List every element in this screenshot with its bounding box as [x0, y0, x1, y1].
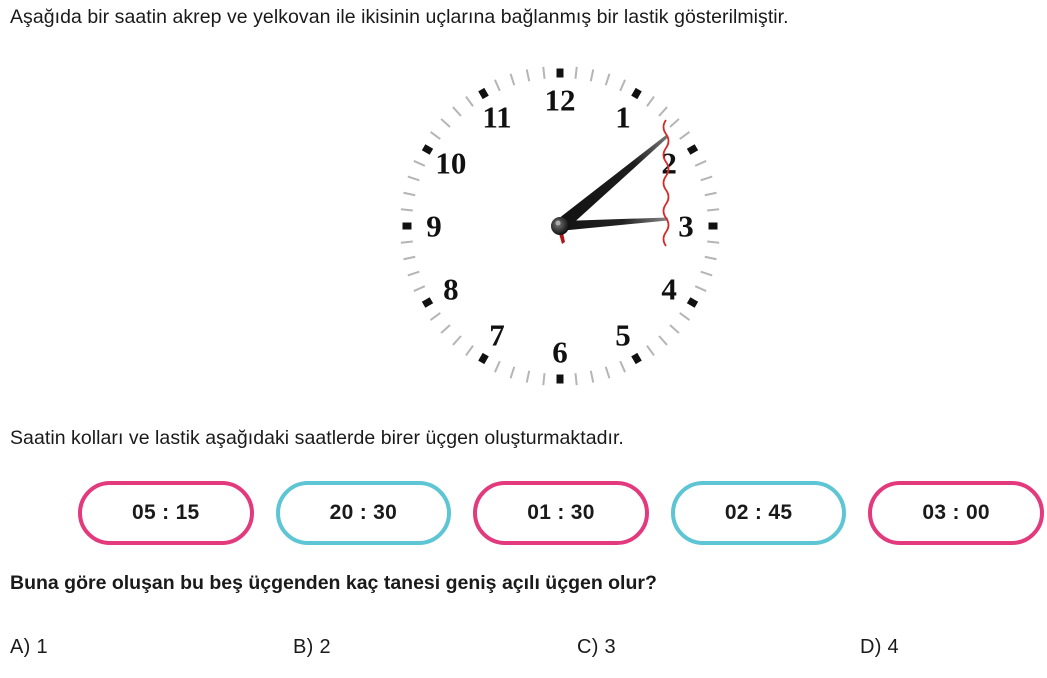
- time-pill: 05 : 15: [78, 481, 254, 545]
- clock-number: 6: [552, 334, 568, 370]
- minute-tick: [401, 209, 413, 210]
- time-pill: 20 : 30: [276, 481, 452, 545]
- minute-tick: [659, 336, 667, 345]
- clock-face: [390, 50, 730, 390]
- minute-tick: [466, 97, 473, 107]
- minute-tick: [680, 313, 690, 320]
- hour-mark: [478, 88, 489, 99]
- minute-tick: [670, 325, 679, 333]
- minute-tick: [431, 132, 441, 139]
- minute-tick: [647, 97, 654, 107]
- minute-tick: [701, 177, 712, 181]
- minute-tick: [575, 67, 576, 79]
- clock-number: 4: [661, 271, 677, 307]
- sentence-text: Saatin kolları ve lastik aşağıdaki saatlerde birer üçgen oluşturmaktadır.: [10, 427, 624, 449]
- minute-tick: [591, 371, 593, 383]
- minute-tick: [695, 286, 706, 291]
- minute-tick: [606, 367, 610, 378]
- minute-tick: [403, 193, 415, 195]
- clock-number: 11: [482, 99, 512, 135]
- minute-tick: [408, 272, 419, 276]
- clock-number: 5: [615, 317, 631, 353]
- time-options: [78, 481, 1044, 545]
- minute-tick: [495, 361, 500, 372]
- minute-tick: [527, 371, 529, 383]
- minute-tick: [701, 272, 712, 276]
- minute-tick: [453, 336, 461, 345]
- hour-mark: [631, 88, 642, 99]
- minute-tick: [408, 177, 419, 181]
- question-text: Buna göre oluşan bu beş üçgenden kaç tanesi geniş açılı üçgen olur?: [10, 572, 657, 594]
- minute-tick: [591, 69, 593, 81]
- hour-mark: [631, 353, 642, 364]
- hour-mark: [478, 353, 489, 364]
- minute-tick: [431, 313, 441, 320]
- minute-tick: [527, 69, 529, 81]
- minute-tick: [670, 119, 679, 127]
- option-b[interactable]: B) 2: [293, 636, 331, 658]
- clock-number: 8: [443, 271, 459, 307]
- hour-mark: [403, 223, 412, 230]
- minute-tick: [441, 325, 450, 333]
- hour-mark: [687, 144, 698, 155]
- minute-tick: [403, 257, 415, 259]
- minute-tick: [707, 209, 719, 210]
- clock-illustration: [390, 50, 730, 390]
- clock-number: 10: [435, 145, 467, 181]
- minute-tick: [466, 346, 473, 356]
- minute-tick: [453, 107, 461, 116]
- time-pill: 01 : 30: [473, 481, 649, 545]
- clock-hub: [551, 217, 569, 235]
- clock-number: 2: [661, 145, 677, 181]
- option-c[interactable]: C) 3: [577, 636, 616, 658]
- minute-tick: [511, 367, 515, 378]
- minute-tick: [511, 74, 515, 85]
- minute-tick: [620, 361, 625, 372]
- hour-mark: [557, 375, 564, 384]
- minute-tick: [441, 119, 450, 127]
- minute-tick: [705, 257, 717, 259]
- clock-number: 12: [544, 82, 576, 118]
- clock-number: 3: [678, 208, 694, 244]
- minute-tick: [414, 286, 425, 291]
- hour-mark: [557, 69, 564, 78]
- minute-tick: [606, 74, 610, 85]
- minute-tick: [495, 80, 500, 91]
- minute-tick: [695, 161, 706, 166]
- minute-tick: [575, 373, 576, 385]
- minute-tick: [647, 346, 654, 356]
- hour-mark: [687, 297, 698, 308]
- minute-tick: [401, 241, 413, 242]
- clock-number: 9: [426, 208, 442, 244]
- minute-tick: [705, 193, 717, 195]
- clock-number: 1: [615, 99, 631, 135]
- answer-options: [10, 636, 1040, 664]
- hour-mark: [709, 223, 718, 230]
- clock-number: 7: [489, 317, 505, 353]
- minute-tick: [620, 80, 625, 91]
- time-pill: 02 : 45: [671, 481, 847, 545]
- minute-tick: [414, 161, 425, 166]
- minute-tick: [543, 67, 544, 79]
- hour-mark: [422, 144, 433, 155]
- time-pill: 03 : 00: [868, 481, 1044, 545]
- intro-text: Aşağıda bir saatin akrep ve yelkovan ile ikisinin uçlarına bağlanmış bir lastik gösterilmiştir.: [10, 6, 789, 28]
- minute-tick: [659, 107, 667, 116]
- option-a[interactable]: A) 1: [10, 636, 48, 658]
- minute-tick: [680, 132, 690, 139]
- minute-tick: [707, 241, 719, 242]
- option-d[interactable]: D) 4: [860, 636, 899, 658]
- minute-tick: [543, 373, 544, 385]
- hour-mark: [422, 297, 433, 308]
